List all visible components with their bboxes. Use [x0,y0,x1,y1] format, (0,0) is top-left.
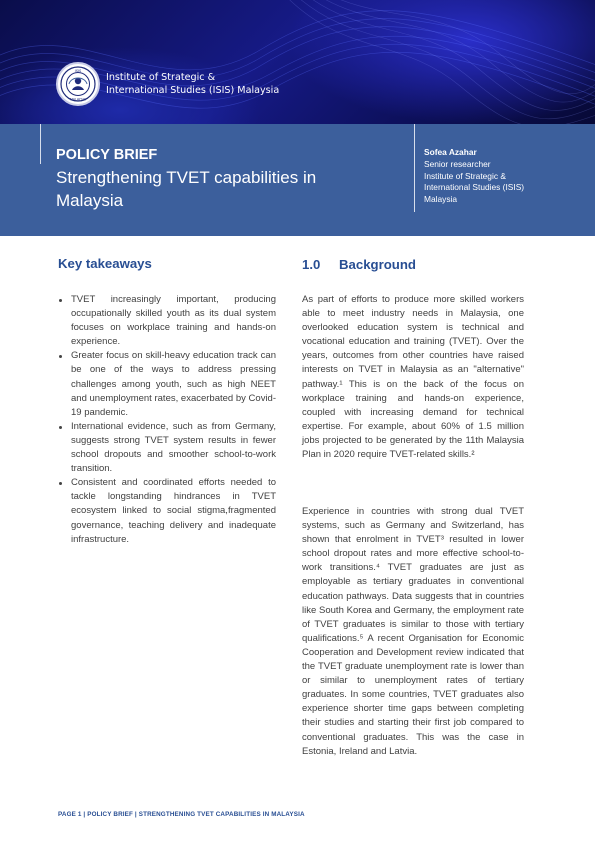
logo-top-text: ISIS [74,69,82,74]
section-number: 1.0 [302,257,321,272]
isis-logo [56,62,100,106]
band-divider-right [414,124,415,212]
background-heading: Background [339,257,416,272]
author-affiliation-3: Malaysia [424,194,458,205]
key-takeaways-heading: Key takeaways [58,256,152,271]
background-paragraph-1: As part of efforts to produce more skilled workers able to meet industry needs in Malaysia, one overlooked education system is technical and vocational education and training (TVET). Over the years, outcomes from other countries have raised interests on TVET in Malaysia as an "alternative" pathway.¹ This is on the back of the focus on workplace training and hands-on experience, coupled with increasing demand for technical expertise. For example, about 60% of 1.5 million jobs projected to be generated by the 11th Malaysia Plan in 2020 require TVET-related skills.² [302,294,524,461]
policy-brief-label: POLICY BRIEF [56,147,158,163]
takeaway-item: Consistent and coordinated efforts needed to tackle longstanding hindrances in TVET ecosystem linked to social stigma,fragmented governance, teaching delivery and inadequate infrastructure. [58,476,276,546]
author-block [424,147,574,206]
logo-bottom-text: MALAYSIA [70,97,86,102]
band-divider-left [40,124,41,164]
author-affiliation-1: Institute of Strategic & [424,170,506,181]
background-paragraph-2: Experience in countries with strong dual TVET systems, such as Germany and Switzerland, has shown that enrolment in TVET³ resulted in lower school dropout rates and more effective school-to-work transitions.⁴ TVET graduates are just as employable as tertiary graduates in conventional education pathways. Data suggests that in countries like South Korea and Germany, the employment rate of TVET graduates is similar to those with tertiary qualifications.⁵ A recent Organisation for Economic Cooperation and Development review indicated that the TVET graduate unemployment rate is lower than or similar to unemployment rates of tertiary graduates. In some countries, TVET graduates also experience shorter time gaps between completing their studies and starting their first job compared to conventional graduates. This was the case in Estonia, Ireland and Latvia. [302,506,524,757]
takeaway-item: TVET increasingly important, producing occupationally skilled youth as its dual system focuses on workplace training and hands-on experience. [58,293,276,349]
abstract-wave-graphic [0,0,595,124]
takeaway-item: International evidence, such as from Germany, suggests strong TVET system results in fewer school dropouts and smoother school-to-work transition. [58,420,276,476]
document-title: Strengthening TVET capabilities in Malaysia [56,168,317,210]
takeaways-list [58,293,276,547]
author-name: Sofea Azahar [424,147,477,157]
org-line-1: Institute of Strategic & [106,72,216,83]
organization-name [106,71,279,97]
author-role: Senior researcher [424,158,491,169]
takeaway-item: Greater focus on skill-heavy education track can be one of the ways to address pressing challenges among youth, such as high NEET and unemployment rates, exacerbated by Covid-19 pandemic. [58,349,276,419]
org-line-2: International Studies (ISIS) Malaysia [106,85,280,96]
header-banner [0,0,595,124]
page-footer: PAGE 1 | POLICY BRIEF | STRENGTHENING TVET CAPABILITIES IN MALAYSIA [58,811,305,818]
author-affiliation-2: International Studies (ISIS) [424,182,525,193]
